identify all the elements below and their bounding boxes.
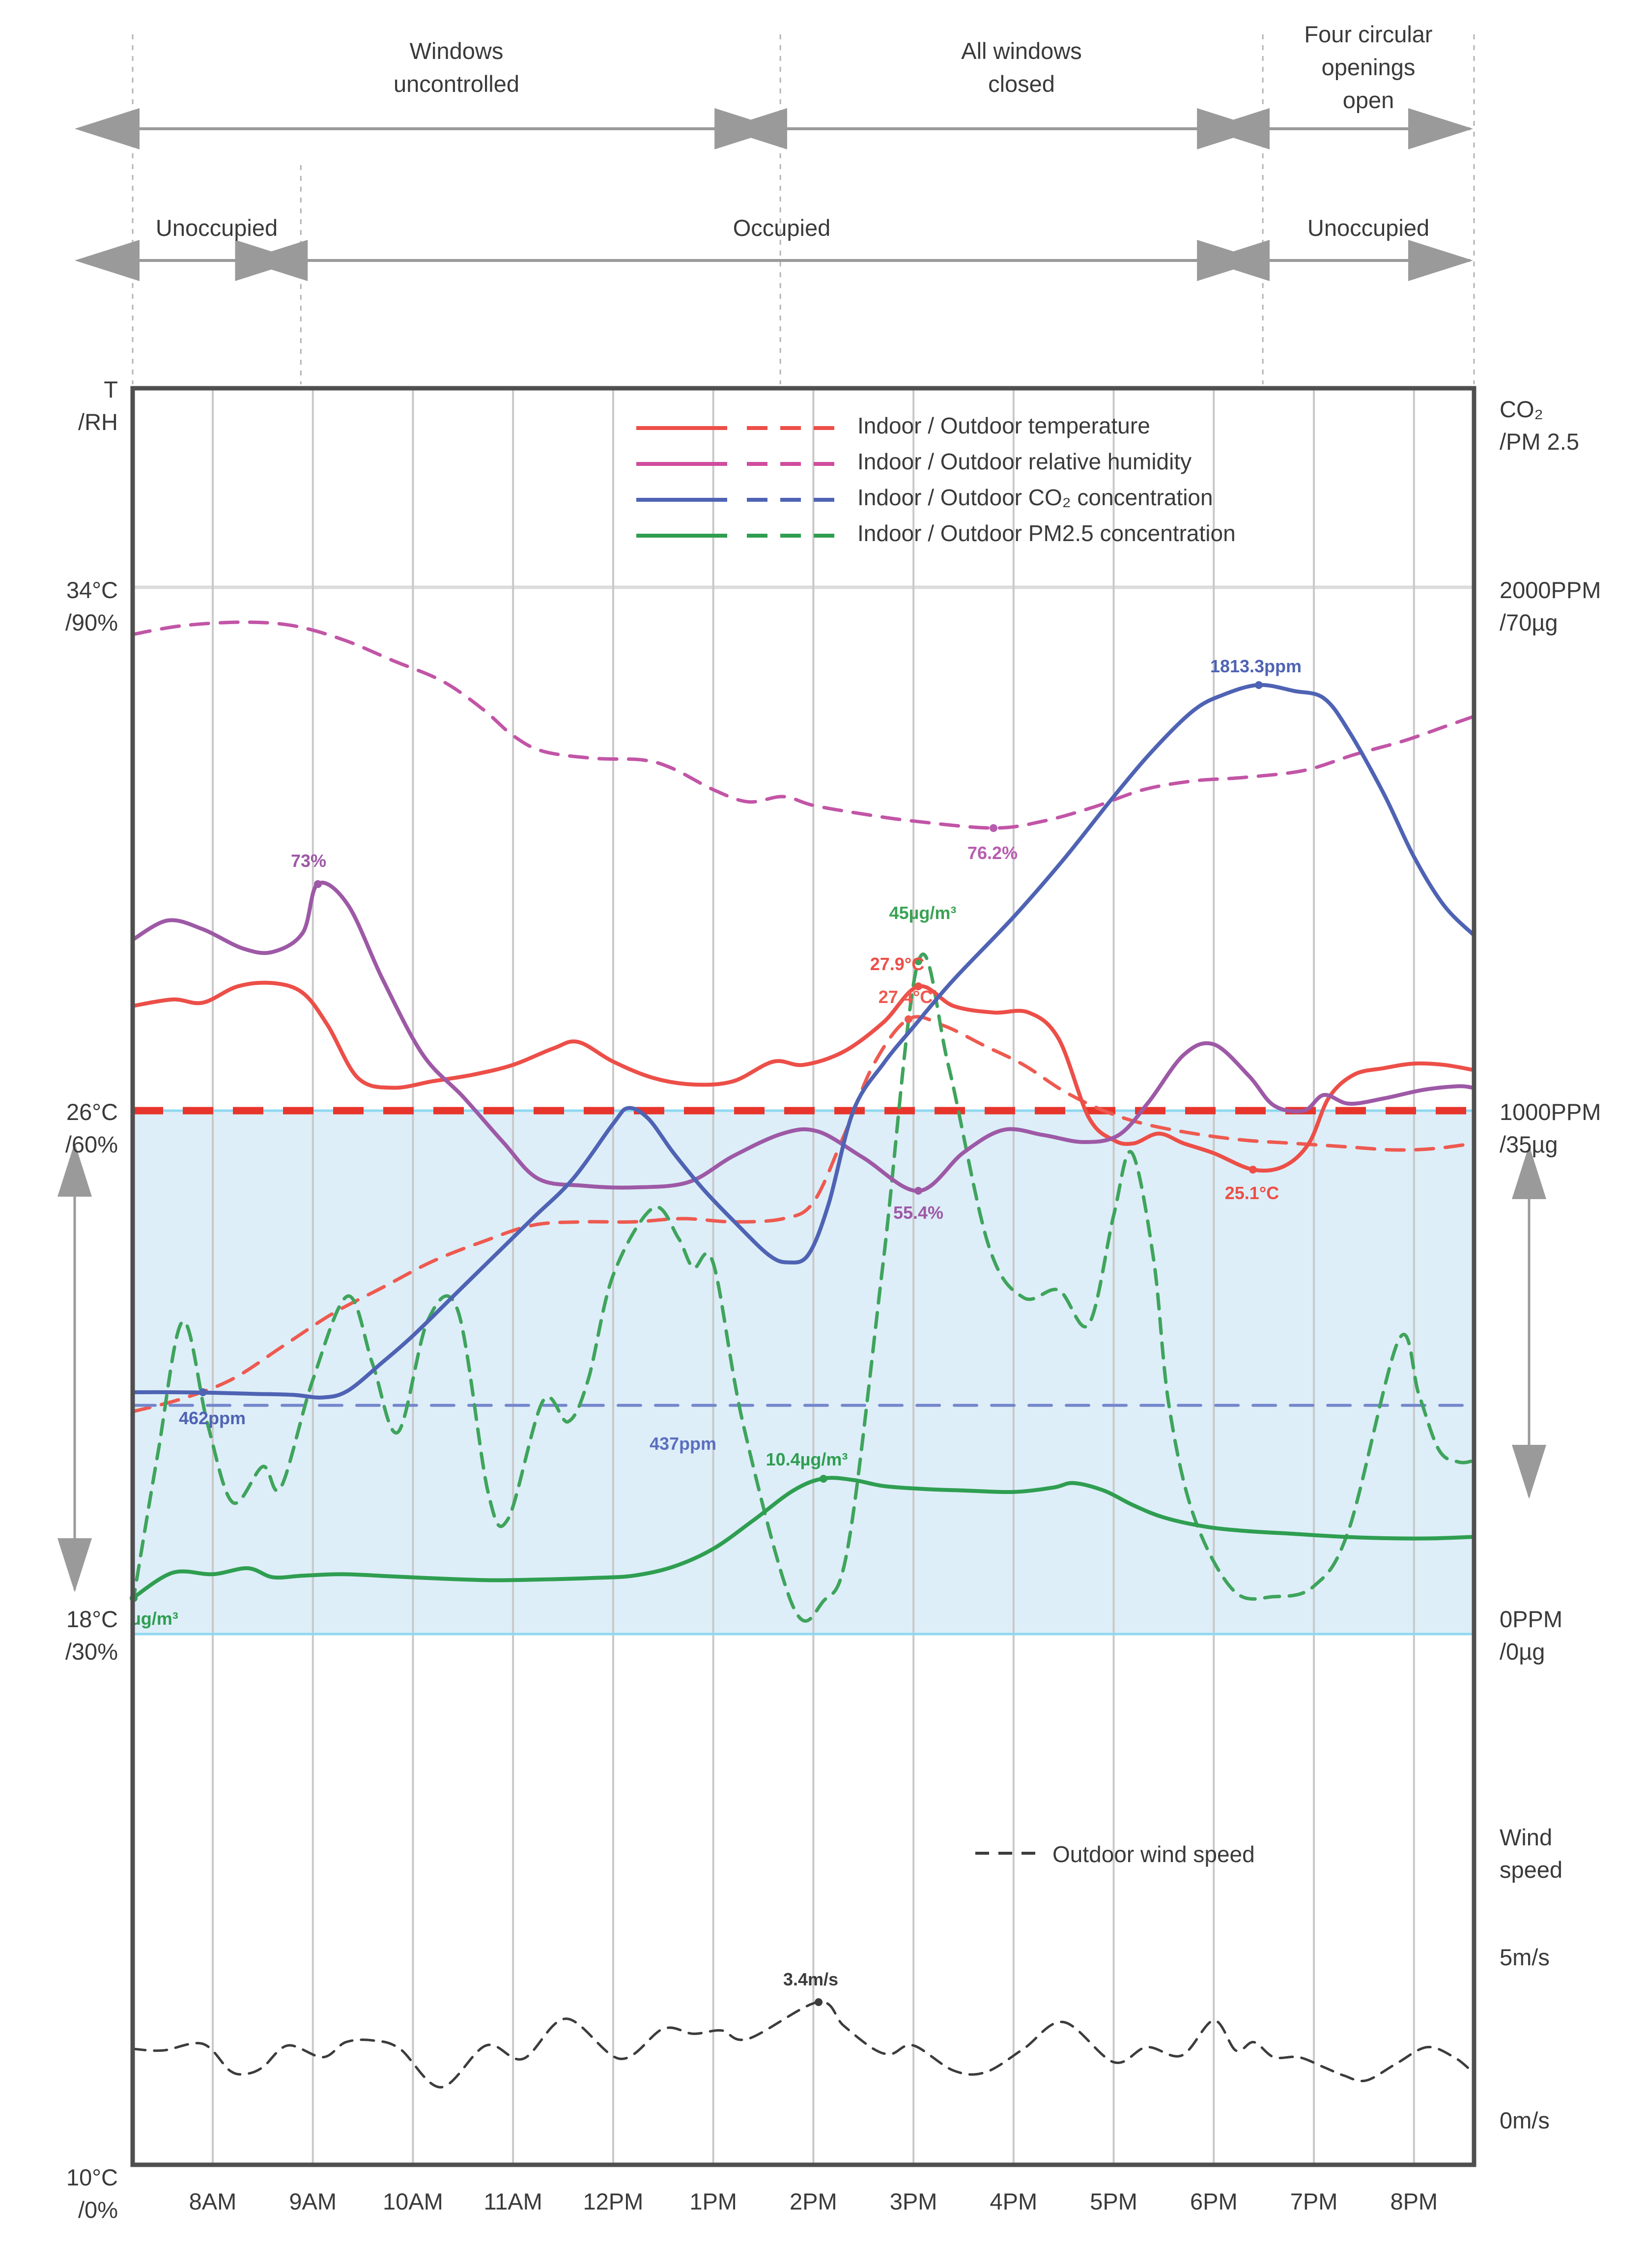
right-tick-5ms [1500,1941,1550,1974]
tick-text: 18°C [66,1606,118,1632]
tick-text: /35µg [1500,1131,1558,1157]
tick-text: 26°C [66,1099,118,1125]
left-axis-title-t: T [104,376,118,402]
annotation-marker [815,1998,823,2006]
occupancy-label-occupied: Occupied [733,215,831,241]
annotation-marker [905,1015,912,1023]
band-label-line: All windows [961,38,1082,64]
band-label-line: open [1342,87,1394,113]
legend-label-temperature: Indoor / Outdoor temperature [857,413,1150,438]
occupancy-label-unoccupied-evening: Unoccupied [1307,215,1430,241]
legend-swatch-humidity-dashed [747,462,838,466]
wind-legend-label: Outdoor wind speed [1052,1841,1255,1867]
annotation-label: 45µg/m³ [889,903,957,923]
tick-text: 34°C [66,577,118,603]
annotation-label: µg/m³ [131,1608,178,1629]
occupancy-label-unoccupied-morning: Unoccupied [155,215,278,241]
left-tick-18c-30 [0,1603,118,1668]
tick-text: 0m/s [1500,2107,1550,2133]
band-label-line: uncontrolled [393,71,520,97]
annotation-label: 3.4m/s [783,1969,839,1989]
band-label-line: Four circular [1304,21,1433,47]
annotation-marker [1249,1166,1257,1174]
tick-text: speed [1500,1857,1563,1883]
band-label-line: closed [988,71,1055,97]
annotation-marker [1255,681,1263,689]
tick-text: 10°C [66,2164,118,2190]
annotation-label: 27.4°C [878,987,933,1007]
right-tick-1000ppm-35ug [1500,1096,1601,1161]
annotation-label: 27.9°C [870,954,925,974]
left-tick-34c-90 [0,574,118,639]
annotation-label: 462ppm [178,1408,246,1428]
x-tick-label: 3PM [889,2188,937,2214]
legend-label-co2: Indoor / Outdoor CO₂ concentration [857,485,1213,510]
right-axis-title-pm: /PM 2.5 [1500,429,1579,455]
band-label-line: Windows [409,38,504,64]
tick-text: /70µg [1500,609,1558,635]
tick-text: /30% [65,1638,118,1665]
legend-swatch-pm25-solid [636,534,727,538]
x-tick-label: 4PM [990,2188,1038,2214]
annotation-label: 437ppm [649,1434,717,1454]
tick-text: Wind [1500,1824,1553,1850]
band-label-all-windows-closed [961,34,1082,100]
right-tick-2000ppm-70ug [1500,574,1601,639]
legend-row-temperature [0,413,1646,442]
annotation-marker [199,1388,207,1396]
legend-label-humidity: Indoor / Outdoor relative humidity [857,449,1192,474]
tick-text: /60% [65,1131,118,1157]
legend-row-co2 [0,485,1646,514]
annotation-marker [990,824,997,832]
annotation-label: 76.2% [967,843,1018,863]
tick-text: /0µg [1500,1638,1545,1665]
legend-swatch-humidity-solid [636,462,727,466]
annotation-label: 55.4% [893,1203,944,1223]
band-label-four-circular-openings [1304,18,1432,116]
x-tick-label: 7PM [1290,2188,1338,2214]
annotation-label: 10.4µg/m³ [766,1449,848,1469]
wind-legend-swatch [975,1852,1037,1855]
tick-text: /0% [78,2197,118,2223]
tick-text: /90% [65,609,118,635]
x-tick-label: 6PM [1190,2188,1238,2214]
legend-swatch-pm25-dashed [747,534,838,538]
x-tick-label: 5PM [1090,2188,1137,2214]
left-tick-26c-60 [0,1096,118,1161]
legend-row-pm25 [0,520,1646,549]
x-tick-label: 10AM [383,2188,443,2214]
x-tick-label: 11AM [483,2188,542,2214]
band-label-line: openings [1321,54,1416,80]
x-tick-label: 12PM [583,2188,644,2214]
series-outdoor-wind-speed [133,2002,1471,2087]
tick-text: 1000PPM [1500,1099,1601,1125]
right-tick-0ms [1500,2104,1550,2137]
annotation-marker [314,880,322,888]
legend-row-humidity [0,449,1646,478]
band-label-windows-uncontrolled [394,34,519,100]
left-tick-10c-0 [0,2161,118,2226]
right-tick-0ppm-0ug [1500,1603,1562,1668]
x-tick-label: 2PM [790,2188,837,2214]
wind-legend [0,1841,1646,1870]
x-tick-label: 1PM [689,2188,737,2214]
annotation-label: 25.1°C [1224,1183,1279,1203]
legend-swatch-temperature-solid [636,426,727,430]
x-tick-label: 9AM [289,2188,337,2214]
annotation-label: 73% [290,851,327,871]
legend-label-pm25: Indoor / Outdoor PM2.5 concentration [857,520,1236,546]
x-tick-label: 8AM [189,2188,237,2214]
annotation-marker [914,1187,922,1195]
right-axis-title-co2: CO₂ [1500,396,1543,422]
tick-text: 0PPM [1500,1606,1562,1632]
left-axis-title-rh: /RH [78,409,118,435]
legend-swatch-co2-dashed [747,498,838,502]
x-tick-label: 8PM [1390,2188,1438,2214]
series-outdoor-relative-humidity [133,622,1474,828]
legend-swatch-co2-solid [636,498,727,502]
tick-text: 5m/s [1500,1944,1550,1970]
annotation-label: 1813.3ppm [1210,656,1302,676]
tick-text: 2000PPM [1500,577,1601,603]
legend-swatch-temperature-dashed [747,426,838,430]
annotation-marker [820,1475,827,1483]
